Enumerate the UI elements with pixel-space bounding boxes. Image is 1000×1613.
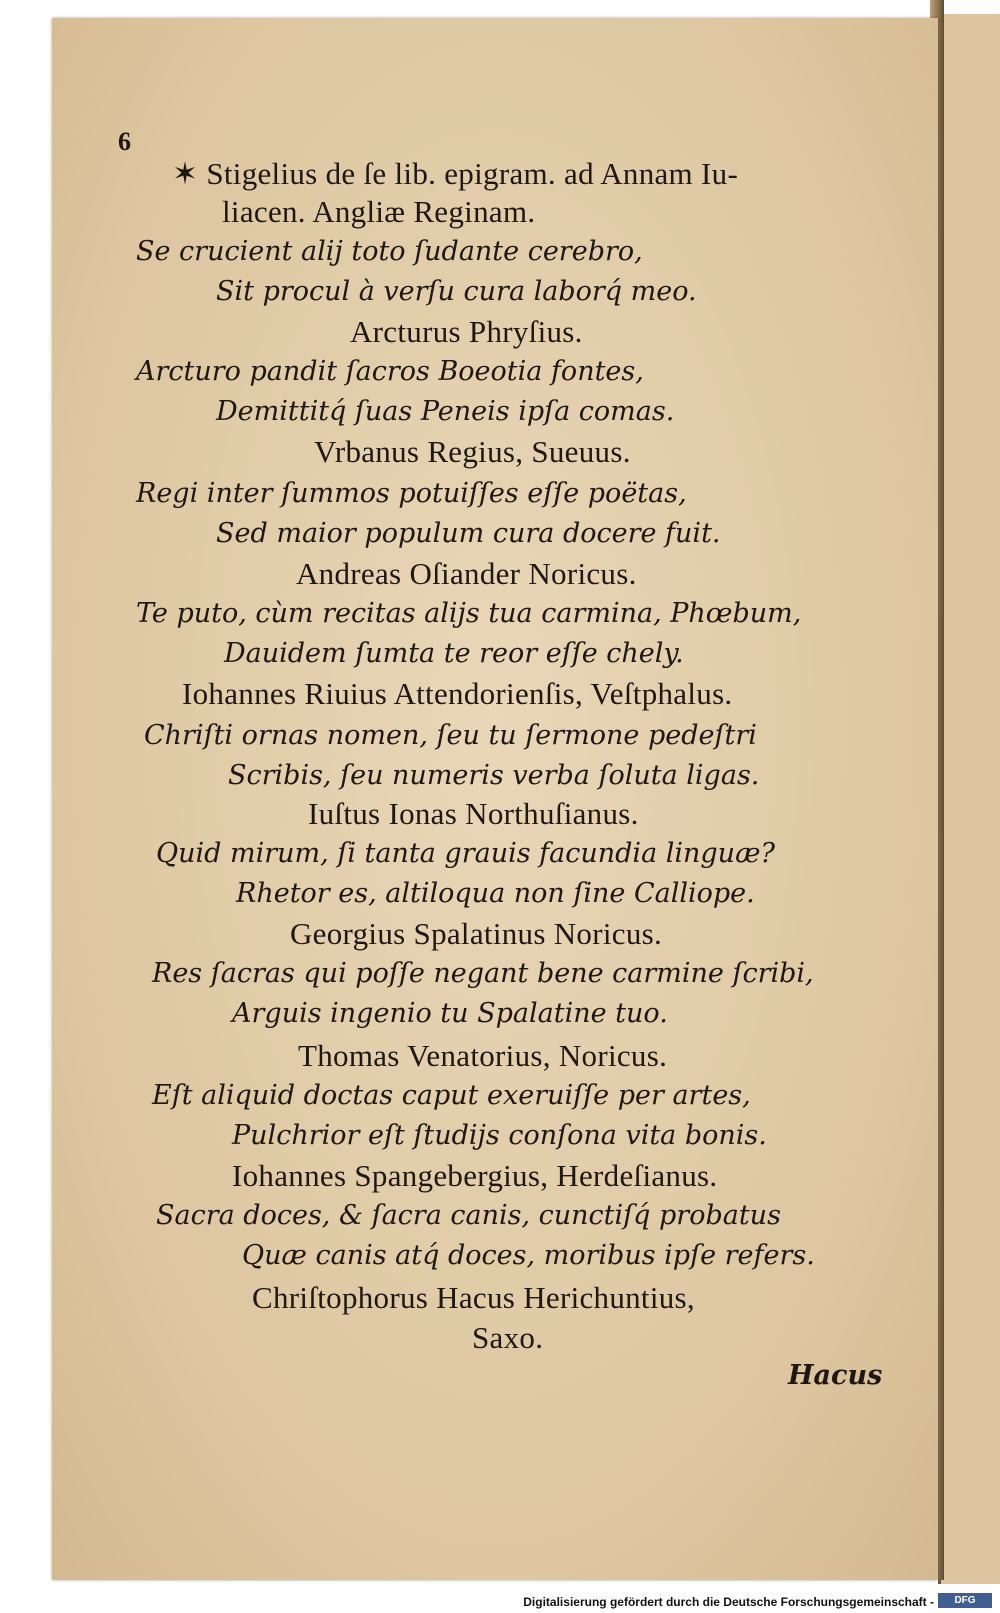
verse-line: Arguis ingenio tu Spalatine tuo.	[232, 998, 668, 1029]
heading-line: ✶ Stigelius de ſe lib. epigram. ad Annam Iu-	[172, 156, 739, 191]
verse-line: Rhetor es, altiloqua non ſine Calliope.	[236, 878, 755, 909]
dfg-logo: DFG	[938, 1593, 992, 1608]
footer-credit: Digitalisierung gefördert durch die Deutsche Forschungsgemeinschaft -	[523, 1595, 934, 1609]
verse-line: Pulchrior eſt ſtudijs conſona vita bonis.	[232, 1120, 767, 1151]
heading-line: Thomas Venatorius, Noricus.	[298, 1038, 668, 1073]
heading-line: Andreas Oſiander Noricus.	[296, 556, 637, 591]
verse-line: Sit procul à verſu cura laborq́ meo.	[216, 276, 697, 307]
heading-line: Chriſtophorus Hacus Herichuntius,	[252, 1280, 695, 1315]
verse-line: Res ſacras qui poſſe negant bene carmine ſcribi,	[152, 958, 814, 989]
heading-line: Iuſtus Ionas Northuſianus.	[308, 796, 639, 831]
heading-line: liacen. Angliæ Reginam.	[222, 194, 536, 229]
verse-line: Quæ canis atq́ doces, moribus ipſe refers.	[242, 1240, 815, 1271]
verse-line: Scribis, ſeu numeris verba ſoluta ligas.	[228, 760, 760, 791]
heading-line: Georgius Spalatinus Noricus.	[290, 916, 663, 951]
heading-line: Iohannes Riuius Attendorienſis, Veſtphalus.	[182, 676, 733, 711]
digitization-footer	[0, 1588, 1000, 1613]
heading-line: Iohannes Spangebergius, Herdeſianus.	[232, 1158, 718, 1193]
heading-line: Saxo.	[472, 1320, 544, 1355]
verse-line: Chriſti ornas nomen, ſeu tu ſermone pedeſtri	[144, 720, 757, 751]
verse-line: Te puto, cùm recitas alijs tua carmina, Phœbum,	[136, 598, 802, 629]
heading-line: Arcturus Phryſius.	[350, 314, 583, 349]
verse-line: Eſt aliquid doctas caput exeruiſſe per artes,	[152, 1080, 751, 1111]
verse-line: Regi inter ſummos potuiſſes eſſe poëtas,	[136, 478, 687, 509]
verse-line: Demittitq́ ſuas Peneis ipſa comas.	[216, 396, 675, 427]
heading-line: Vrbanus Regius, Sueuus.	[314, 434, 631, 469]
verse-line: Dauidem ſumta te reor eſſe chely.	[224, 638, 684, 669]
page-number: 6	[118, 127, 131, 156]
catchword: Hacus	[788, 1360, 883, 1391]
verse-line: Se crucient alij toto ſudante cerebro,	[136, 236, 643, 267]
book-page	[52, 18, 938, 1580]
verse-line: Arcturo pandit ſacros Boeotia fontes,	[136, 356, 644, 387]
facing-page-edge	[938, 14, 1000, 1584]
verse-line: Quid mirum, ſi tanta grauis facundia linguæ?	[156, 838, 775, 869]
verse-line: Sacra doces, & ſacra canis, cunctiſq́ probatus	[156, 1200, 781, 1231]
verse-line: Sed maior populum cura docere fuit.	[216, 518, 721, 549]
